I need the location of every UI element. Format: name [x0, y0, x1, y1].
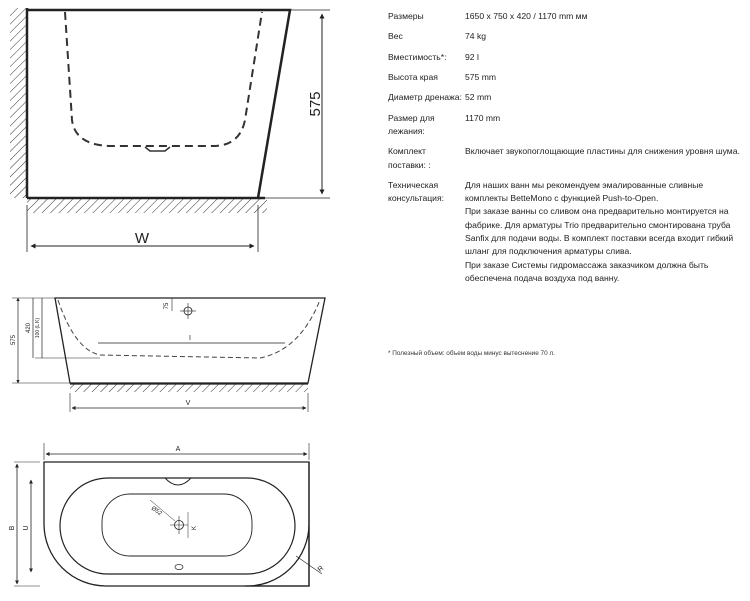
spec-key: Размеры: [388, 11, 424, 21]
spec-row: [388, 71, 743, 84]
spec-row: [388, 30, 743, 43]
dim-575: 575: [11, 334, 17, 346]
plan-drawing: [9, 443, 325, 586]
spec-value: Включает звукопоглощающие пластины для снижения уровня шума.: [465, 146, 740, 157]
floor-hatch: [27, 199, 267, 213]
spec-key: Размер для лежания:: [388, 112, 435, 136]
spec-row: [388, 145, 743, 172]
dim-height-575: 575: [307, 91, 324, 117]
spec-value: 52 mm: [465, 92, 492, 103]
spec-row: [388, 10, 743, 23]
dim-v: V: [185, 400, 191, 407]
side-drawing: [11, 298, 325, 412]
spec-key: Диаметр дренажа:: [388, 92, 462, 103]
spec-value: 1650 x 750 x 420 / 1170 mm мм: [465, 11, 588, 21]
spec-value: 1170 mm: [465, 112, 501, 123]
dim-420: 420: [26, 322, 32, 334]
dim-75: 75: [164, 302, 170, 310]
spec-value: 74 kg: [465, 31, 487, 42]
spec-value: 92 l: [465, 51, 479, 62]
spec-key: Вместимость*:: [388, 51, 447, 62]
spec-row: [388, 91, 743, 104]
spec-key: Комплект поставки: :: [388, 146, 431, 170]
spec-row: [388, 112, 743, 139]
spec-value: Для наших ванн мы рекомендуем эмалированные сливные комплекты BetteMono с функцией Push-to-Open. При заказе ванны со сливом она предварительно монтируется на фабрике. Для арматуры Trio предварительно смонтирована труба Sanfix для подачи воды. В комплект поставки всегда входит гибкий шланг для подключения арматуры слива. При заказе Системы гидромассажа заказчиком должна быть обеспечена подача воздуха под ванну.: [465, 179, 734, 283]
spec-row: [388, 179, 743, 286]
spec-key: Вес: [388, 31, 403, 42]
spec-value: 575 mm: [465, 71, 497, 82]
plan-basin: [60, 478, 295, 574]
tub-inner-dashed: [65, 12, 262, 146]
dim-width-w: W: [134, 230, 150, 247]
spec-row: [388, 51, 743, 64]
wall-hatch: [10, 8, 27, 198]
footnote: * Полезный объем: объем воды минус вытеснение 70 л.: [388, 350, 555, 357]
dim-k: K: [192, 525, 198, 531]
dim-drain: Ø52: [149, 505, 163, 518]
spec-key: Высота края: [388, 71, 438, 82]
dim-100: 100 (L K): [35, 317, 41, 339]
dim-a: A: [175, 446, 181, 453]
dim-b: B: [9, 525, 16, 531]
dim-r: R: [316, 564, 326, 574]
dim-i: I: [189, 335, 191, 342]
dim-u: U: [23, 525, 30, 531]
elevation-drawing: [10, 8, 330, 252]
spec-key: Техническая консультация:: [388, 179, 444, 204]
spec-table: [388, 10, 743, 292]
